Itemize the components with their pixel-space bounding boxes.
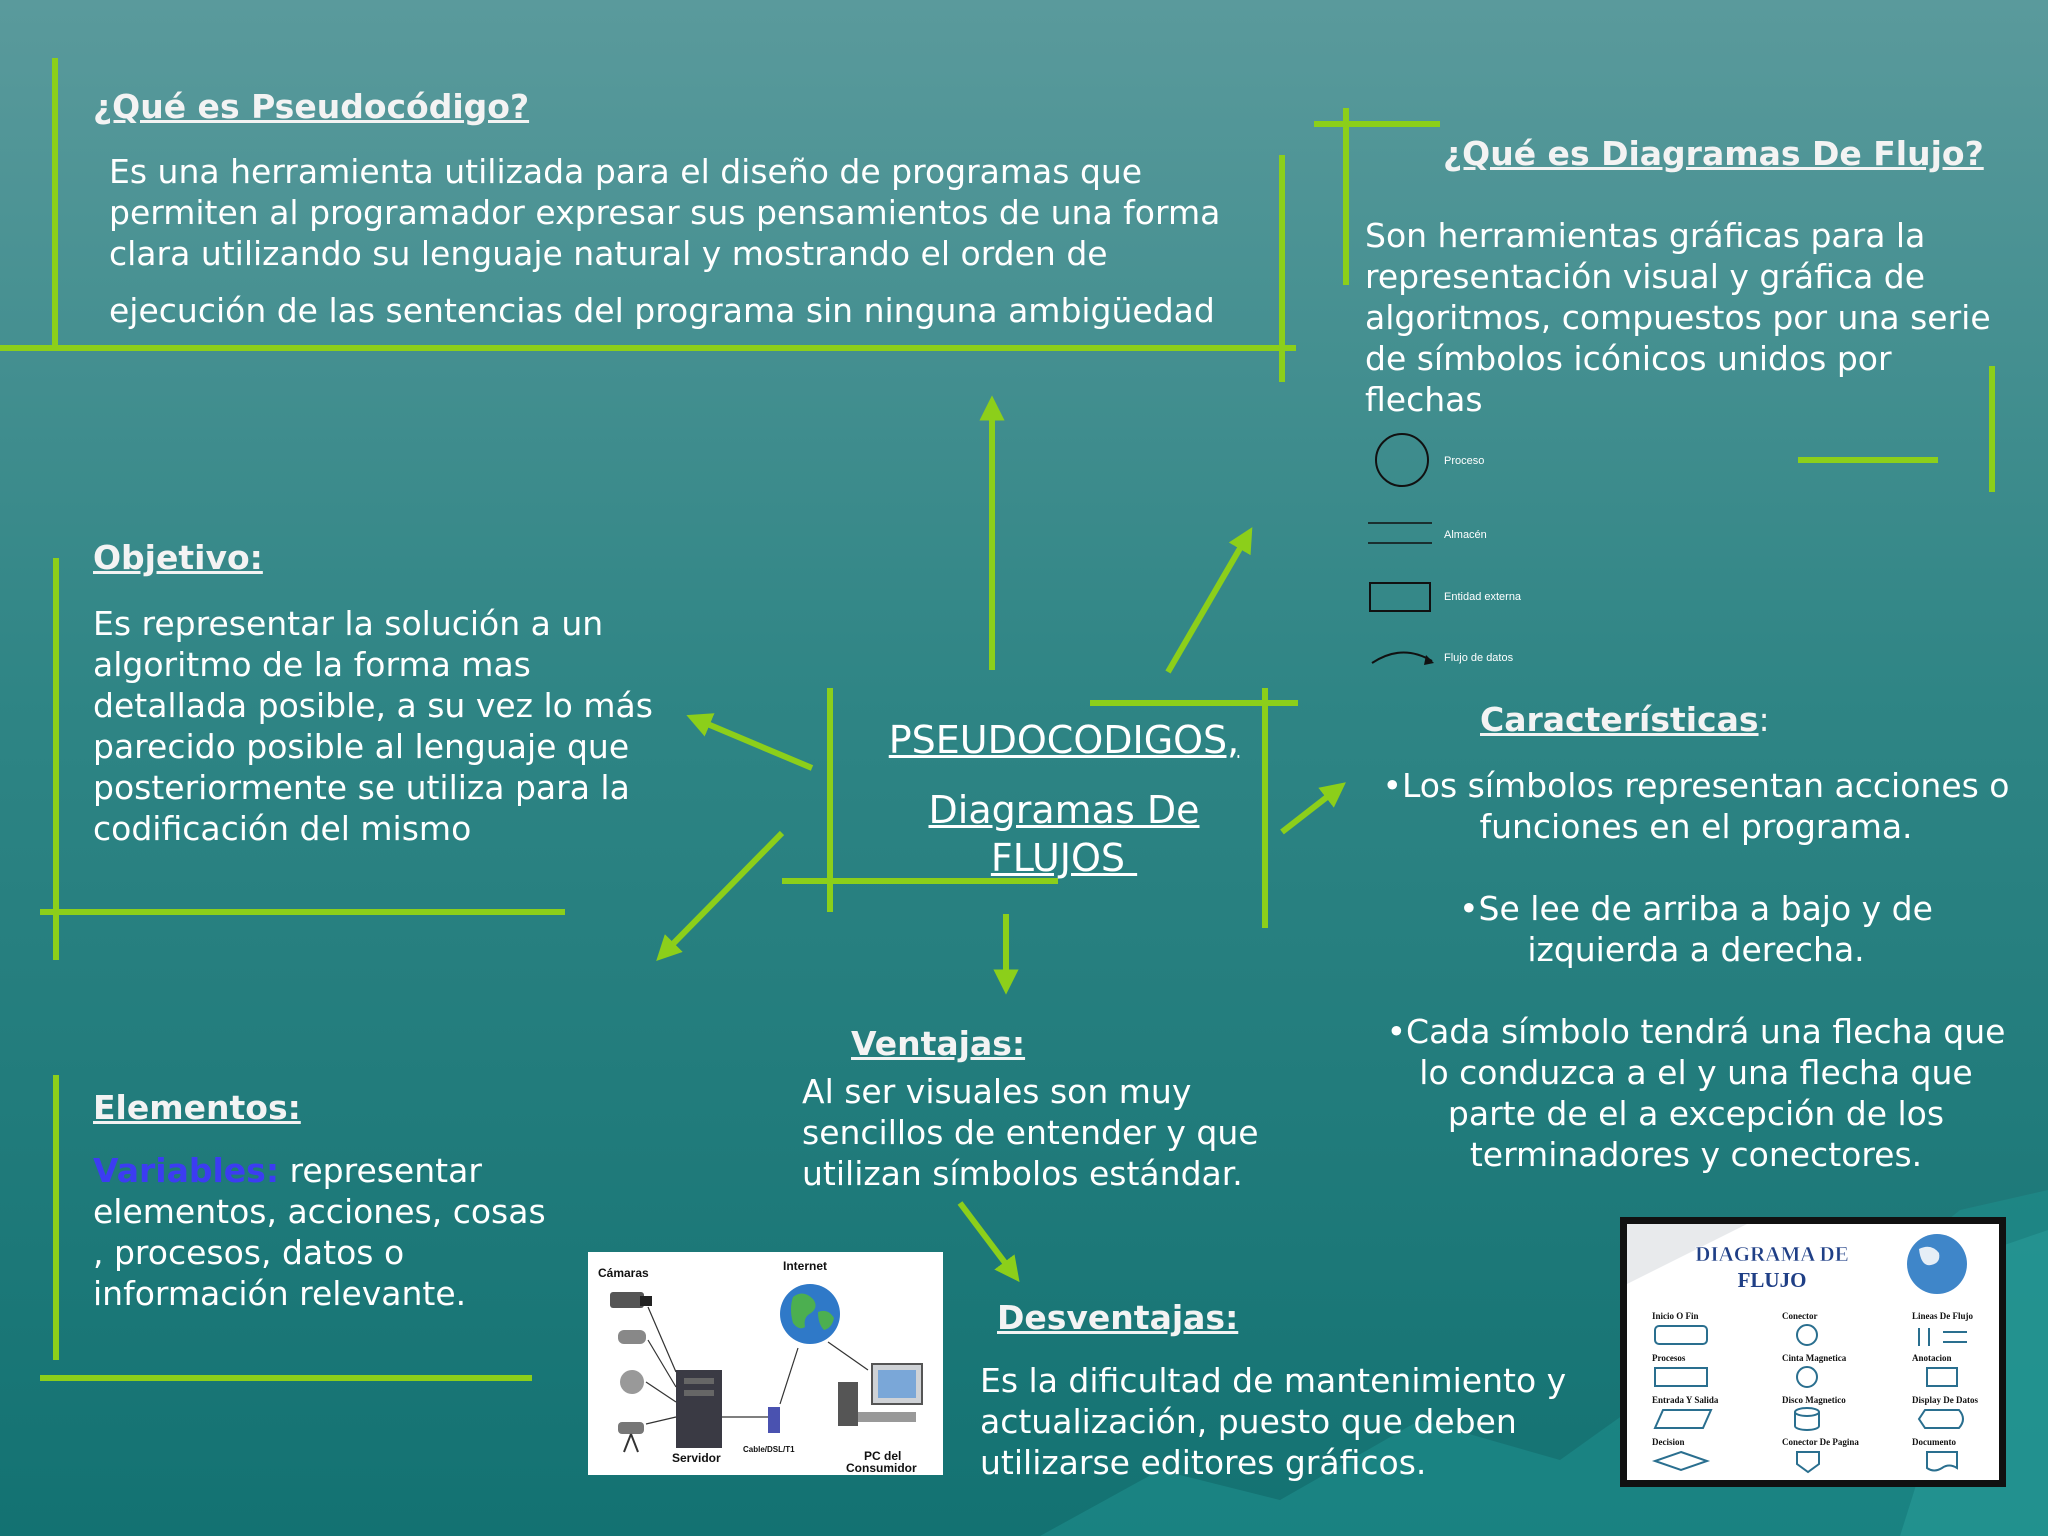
features-title [1480, 700, 1770, 739]
process-symbol [1376, 434, 1428, 486]
sheet-label: Anotacion [1912, 1353, 1952, 1363]
sheet-label: Procesos [1652, 1353, 1686, 1363]
legend-label: Proceso [1444, 455, 1485, 467]
sheet-label: Documento [1912, 1437, 1956, 1447]
text-line: Es la dificultad de mantenimiento y [980, 1361, 1567, 1400]
text-line: información relevante. [93, 1274, 467, 1313]
text-line: utilizan símbolos estándar. [802, 1154, 1243, 1193]
arrow-to-objective [698, 720, 812, 768]
flow-symbol [1372, 652, 1432, 663]
text-line: clara utilizando su lenguaje natural y mostrando el orden de [109, 234, 1108, 273]
arrow-to-flowchart [1168, 538, 1246, 672]
flowchart-title: ¿Qué es Diagramas De Flujo? [1443, 134, 1984, 173]
features-title-text: Características [1480, 700, 1759, 739]
flowchart-text [1365, 215, 1991, 420]
symbol-legend [1360, 425, 1600, 670]
text-line: actualización, puesto que deben [980, 1402, 1517, 1441]
pseudocode-text [109, 151, 1220, 331]
entity-symbol [1370, 583, 1430, 611]
text-line: permiten al programador expresar sus pensamientos de una forma [109, 193, 1221, 232]
feature-item [1355, 765, 2037, 847]
text-line: algoritmo de la forma mas [93, 645, 531, 684]
sheet-label: Decision [1652, 1437, 1685, 1447]
internet-label: Internet [783, 1259, 828, 1273]
sheet-label: Inicio O Fin [1652, 1311, 1699, 1321]
sheet-label: Conector [1782, 1311, 1818, 1321]
feature-item [1355, 1011, 2037, 1175]
text-line: izquierda a derecha. [1527, 930, 1865, 969]
modem-icon [768, 1407, 780, 1433]
legend-label: Entidad externa [1444, 591, 1522, 603]
disadvantages-text [980, 1360, 1566, 1483]
text-line: de símbolos icónicos unidos por [1365, 339, 1892, 378]
text-line: •Los símbolos representan acciones o [1382, 766, 2010, 805]
feature-item [1355, 888, 2037, 970]
globe-icon [1907, 1234, 1967, 1294]
sheet-label: Disco Magnetico [1782, 1395, 1846, 1405]
central-line: Diagramas De [928, 788, 1200, 832]
sheet-label: Lineas De Flujo [1912, 1311, 1974, 1321]
text-line: ejecución de las sentencias del programa sin ninguna ambigüedad [109, 291, 1215, 330]
text-line: parte de el a excepción de los [1447, 1094, 1945, 1133]
text-line: •Se lee de arriba a bajo y de [1459, 889, 1933, 928]
features-list [1355, 765, 2037, 1175]
elements-text [93, 1150, 546, 1314]
text-line: terminadores y conectores. [1469, 1135, 1923, 1174]
text-line: parecido posible al lenguaje que [93, 727, 630, 766]
pseudocode-title: ¿Qué es Pseudocódigo? [93, 87, 530, 126]
text-line: algoritmos, compuestos por una serie [1365, 298, 1991, 337]
consumer-label: Consumidor [846, 1461, 917, 1475]
variables-definition: representar [279, 1151, 482, 1190]
sheet-label: Conector De Pagina [1782, 1437, 1859, 1447]
text-line: Es una herramienta utilizada para el diseño de programas que [109, 152, 1143, 191]
text-line: lo conduzca a el y una flecha que [1419, 1053, 1973, 1092]
sheet-label: Cinta Magnetica [1782, 1353, 1847, 1363]
text-line: representación visual y gráfica de [1365, 257, 1926, 296]
text-line: posteriormente se utiliza para la [93, 768, 630, 807]
text-line: flechas [1365, 380, 1483, 419]
variables-term: Variables: [93, 1151, 280, 1190]
text-line: detallada posible, a su vez lo más [93, 686, 653, 725]
legend-label: Flujo de datos [1444, 652, 1514, 664]
central-line: PSEUDOCODIGOS, [888, 718, 1240, 762]
advantages-title: Ventajas: [851, 1024, 1026, 1063]
advantages-text [802, 1071, 1259, 1194]
disadvantages-title: Desventajas: [997, 1298, 1239, 1337]
text-line: utilizarse editores gráficos. [980, 1443, 1427, 1482]
pc-label: PC del [864, 1449, 902, 1463]
objective-title: Objetivo: [93, 538, 263, 577]
text-line: sencillos de entender y que [802, 1113, 1259, 1152]
server-label: Servidor [672, 1451, 721, 1465]
legend-label: Almacén [1444, 529, 1487, 541]
sheet-label: Display De Datos [1912, 1395, 1979, 1405]
central-line: FLUJOS [990, 836, 1138, 880]
features-title-colon: : [1758, 700, 1770, 739]
sheet-title: FLUJO [1737, 1268, 1807, 1292]
text-line: Al ser visuales son muy [802, 1072, 1192, 1111]
network-illustration [588, 1252, 943, 1475]
elements-title: Elementos: [93, 1088, 301, 1127]
text-line: Son herramientas gráficas para la [1365, 216, 1926, 255]
central-topic [852, 716, 1276, 882]
text-line: •Cada símbolo tendrá una flecha que [1386, 1012, 2006, 1051]
objective-text [93, 603, 653, 849]
flowchart-sheet-illustration [1627, 1224, 1999, 1480]
cable-label: Cable/DSL/T1 [743, 1445, 795, 1454]
text-line: , procesos, datos o [93, 1233, 405, 1272]
text-line: elementos, acciones, cosas [93, 1192, 546, 1231]
globe-icon [780, 1284, 840, 1344]
text-line [93, 1150, 546, 1191]
cameras-label: Cámaras [598, 1266, 649, 1280]
text-line: Es representar la solución a un [93, 604, 604, 643]
sheet-label: Entrada Y Salida [1652, 1395, 1719, 1405]
text-line: codificación del mismo [93, 809, 472, 848]
text-line: funciones en el programa. [1479, 807, 1913, 846]
arrow-to-disadvantages [960, 1203, 1012, 1272]
sheet-title: DIAGRAMA DE [1695, 1242, 1849, 1266]
arrow-to-elements [665, 833, 782, 952]
arrow-to-features [1282, 790, 1336, 832]
